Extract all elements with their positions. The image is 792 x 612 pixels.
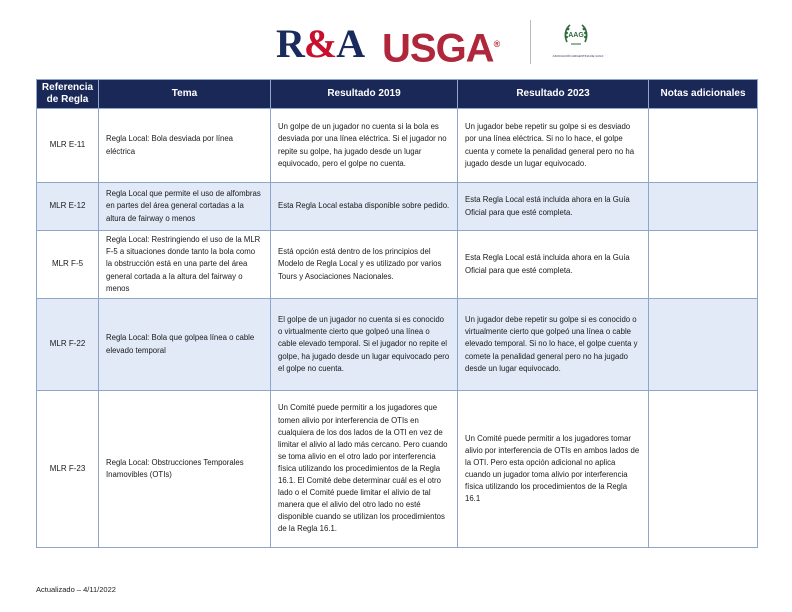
row-2023: Un jugador bebe repetir su golpe si es desviado por una línea eléctrica. Si no lo hace, el golpe cuenta y comete la penalidad general pero no ha jugado desde un lugar equivocado. bbox=[458, 109, 649, 183]
page-header bbox=[0, 14, 792, 70]
row-2023: Un jugador debe repetir su golpe si es conocido o virtualmente cierto que golpeó una línea o cable elevado temporal. Si no lo hace, el golpe cuenta y comete la penalidad general pero no ha jugado desde un lugar equivocado. bbox=[458, 299, 649, 391]
row-2019: Un Comité puede permitir a los jugadores que tomen alivio por interferencia de OTIs en cualquiera de los dos lados de la OTI en vez de limitar el alivio al lado más cercano. Pero cuando se toma alivio en el otro lado por interferencia física utilizando los procedimientos de la Regla 16.1. El Comité debe determinar cuál es el otro lado o el Comité puede limitar el alivio de tal manera que el alivio del otro lado no esté disponible cuando se utilizan los procedimientos de la Regla 16.1. bbox=[271, 391, 458, 548]
usga-logo: USGA® bbox=[382, 26, 501, 71]
row-2019: El golpe de un jugador no cuenta si es conocido o virtualmente cierto que golpeó una línea o cable elevado temporal. Si el jugador no repite el golpe, ha jugado desde un lugar equivocado pero el golpe no cuenta. bbox=[271, 299, 458, 391]
header-resultado-2023: Resultado 2023 bbox=[458, 80, 649, 109]
row-2019: Está opción está dentro de los principios del Modelo de Regla Local y es utilizado por varios Tours y Asociaciones Nacionales. bbox=[271, 231, 458, 299]
row-notas bbox=[649, 183, 758, 231]
row-notas bbox=[649, 231, 758, 299]
row-ref: MLR F-5 bbox=[37, 231, 99, 299]
row-ref: MLR F-22 bbox=[37, 299, 99, 391]
aag-logo bbox=[548, 20, 608, 66]
row-tema: Regla Local: Restringiendo el uso de la MLR F-5 a situaciones donde tanto la bola como la obstrucción está en una parte del área general cortada a la altura del fairway o menos bbox=[99, 231, 271, 299]
header-referencia: Referencia de Regla bbox=[37, 80, 99, 109]
row-2019: Esta Regla Local estaba disponible sobre pedido. bbox=[271, 183, 458, 231]
table-row bbox=[37, 231, 758, 299]
row-tema: Regla Local: Obstrucciones Temporales Inamovibles (OTIs) bbox=[99, 391, 271, 548]
table-row bbox=[37, 391, 758, 548]
row-ref: MLR F-23 bbox=[37, 391, 99, 548]
row-tema: Regla Local: Bola que golpea línea o cable elevado temporal bbox=[99, 299, 271, 391]
row-tema: Regla Local que permite el uso de alfombras en partes del área general cortadas a la altura de fairway o menos bbox=[99, 183, 271, 231]
row-2023: Esta Regla Local está incluida ahora en la Guía Oficial para que esté completa. bbox=[458, 183, 649, 231]
row-2023: Un Comité puede permitir a los jugadores tomar alivio por interferencia de OTIs en ambos lados de la OTI. Pero esta opción adicional no aplica cuando un jugador toma alivio por interferencia física utilizando los procedimientos de la Regla 16.1 bbox=[458, 391, 649, 548]
rules-comparison-table bbox=[36, 79, 758, 548]
footer-updated: Actualizado – 4/11/2022 bbox=[36, 585, 116, 594]
row-notas bbox=[649, 299, 758, 391]
header-resultado-2019: Resultado 2019 bbox=[271, 80, 458, 109]
aag-monogram: AAG bbox=[568, 32, 584, 39]
row-notas bbox=[649, 109, 758, 183]
row-ref: MLR E-11 bbox=[37, 109, 99, 183]
row-notas bbox=[649, 391, 758, 548]
table-row bbox=[37, 109, 758, 183]
row-tema: Regla Local: Bola desviada por línea eléctrica bbox=[99, 109, 271, 183]
row-2023: Esta Regla Local está incluida ahora en la Guía Oficial para que esté completa. bbox=[458, 231, 649, 299]
logo-divider bbox=[530, 20, 531, 64]
table-row bbox=[37, 299, 758, 391]
aag-caption: ASOCIACIÓN ARGENTINA DE GOLF bbox=[552, 54, 604, 58]
aag-emblem-icon bbox=[561, 20, 591, 50]
header-notas: Notas adicionales bbox=[649, 80, 758, 109]
row-ref: MLR E-12 bbox=[37, 183, 99, 231]
ra-logo: R&A bbox=[276, 21, 365, 66]
table-row bbox=[37, 183, 758, 231]
header-tema: Tema bbox=[99, 80, 271, 109]
table-header-row bbox=[37, 80, 758, 109]
row-2019: Un golpe de un jugador no cuenta si la bola es desviada por una línea eléctrica. Si el jugador no repite su golpe, ha jugado desde un lugar equivocado, pero el golpe no cuenta. bbox=[271, 109, 458, 183]
